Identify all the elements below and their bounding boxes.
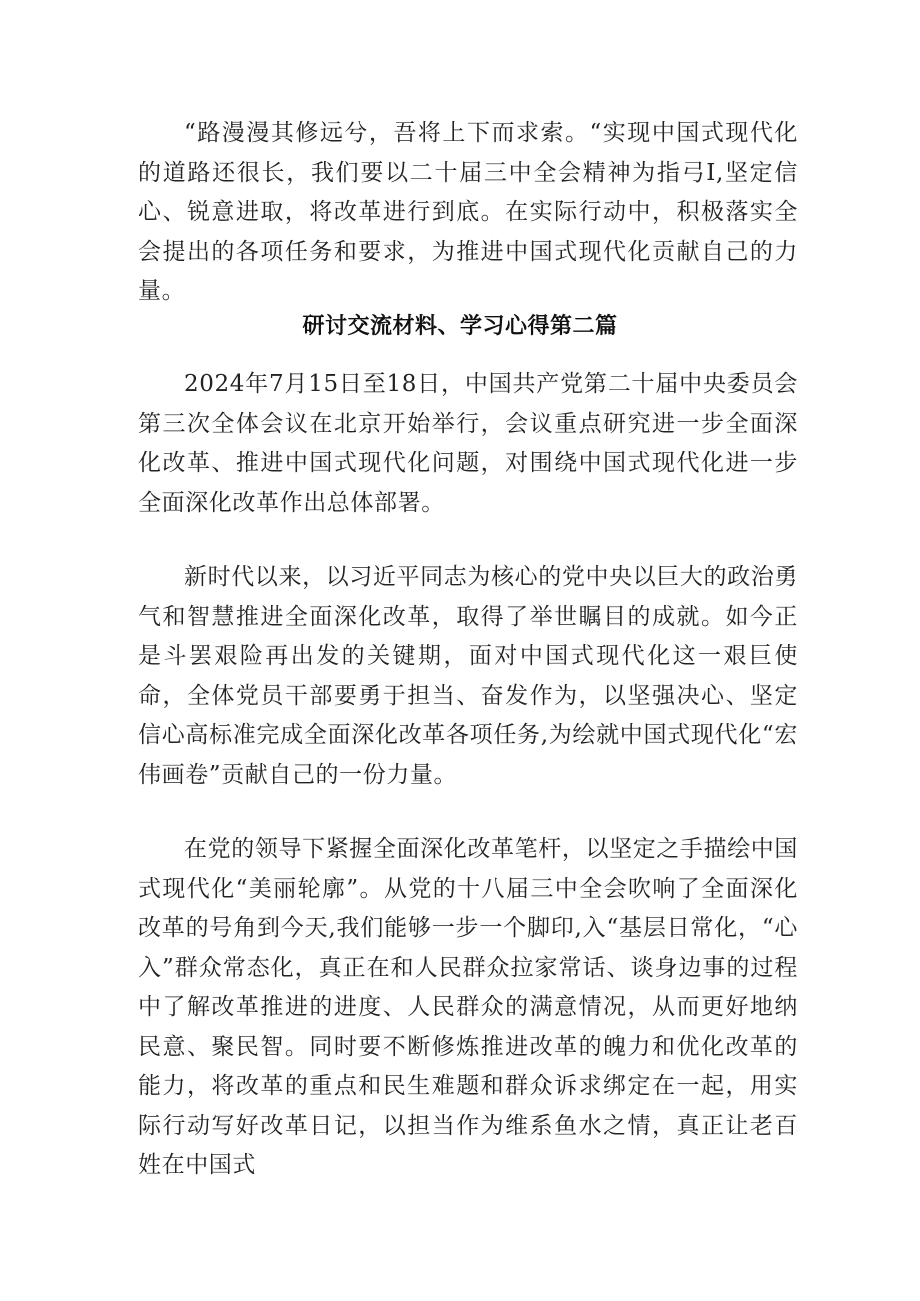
paragraph-text: “路漫漫其修远兮，吾将上下而求索。“实现中国式现代化的道路还很长，我们要以二十届三中全会精神为指弓I,坚定信心、锐意进取，将改革进行到底。在实际行动中，积极落实全会提出的各项任务和要求，为推进中国式现代化贡献自己的力量。 bbox=[138, 120, 798, 304]
paragraph-text: 在党的领导下紧握全面深化改革笔杆，以坚定之手描绘中国式现代化“美丽轮廓”。从党的十八届三中全会吹响了全面深化改革的号角到今天,我们能够一步一个脚印,入“基层日常化，“心入”群众常态化，真正在和人民群众拉家常话、谈身边事的过程中了解改革推进的进度、人民群众的满意情况，从而更好地纳民意、聚民智。同时要不断修炼推进改革的魄力和优化改革的能力，将改革的重点和民生难题和群众诉求绑定在一起，用实际行动写好改革日记，以担当作为维系鱼水之情，真正让老百姓在中国式 bbox=[138, 836, 798, 1178]
paragraph-2 bbox=[138, 558, 798, 795]
paragraph-1 bbox=[138, 365, 798, 523]
paragraph-text: 2024年7月15日至18日，中国共产党第二十届中央委员会第三次全体会议在北京开始举行，会议重点研究进一步全面深化改革、推进中国式现代化问题，对围绕中国式现代化进一步全面深化改革作出总体部署。 bbox=[138, 371, 798, 516]
paragraph-3 bbox=[138, 830, 798, 1186]
section-title: 研讨交流材料、学习心得第二篇 bbox=[302, 314, 618, 339]
intro-paragraph bbox=[138, 114, 798, 312]
paragraph-text: 新时代以来，以习近平同志为核心的党中央以巨大的政治勇气和智慧推进全面深化改革，取得了举世瞩目的成就。如今正是斗罢艰险再出发的关键期，面对中国式现代化这一艰巨使命，全体党员干部要勇于担当、奋发作为，以坚强决心、坚定信心高标准完成全面深化改革各项任务,为绘就中国式现代化“宏伟画卷”贡献自己的一份力量。 bbox=[138, 564, 798, 788]
